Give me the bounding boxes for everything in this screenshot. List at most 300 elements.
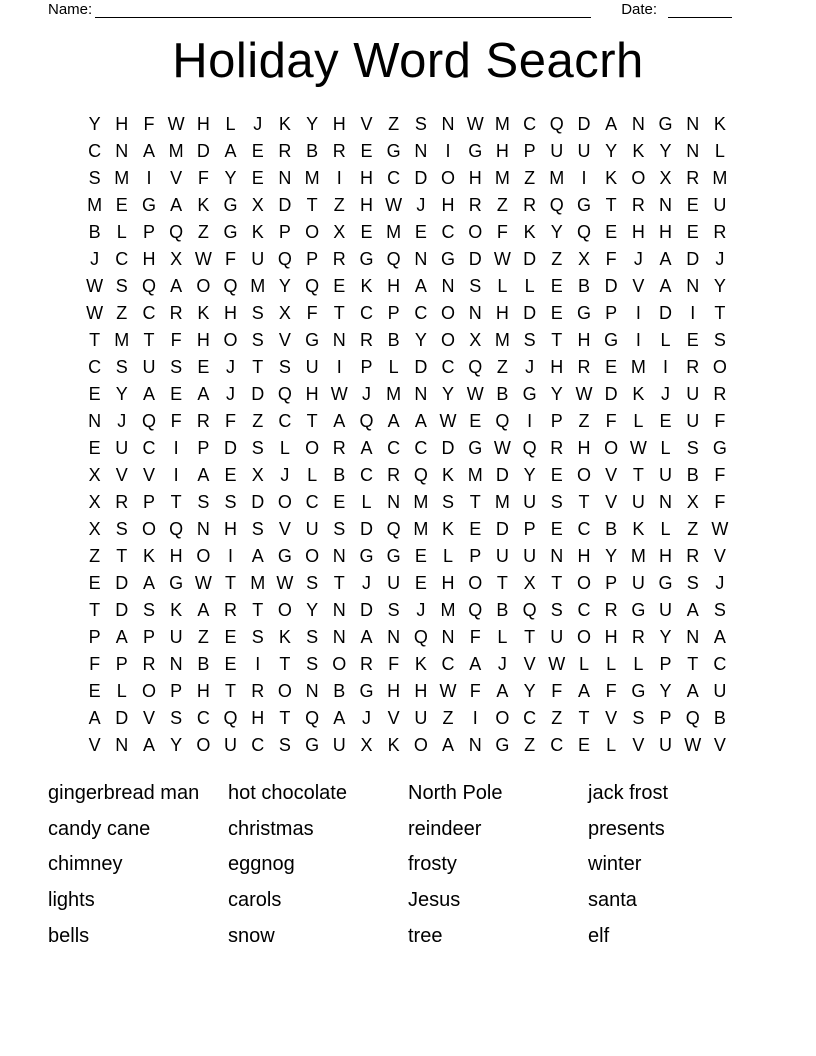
grid-letter: W [575, 384, 593, 404]
grid-letter: H [387, 681, 401, 701]
grid-letter: G [576, 195, 591, 215]
grid-letter: M [304, 168, 320, 188]
grid-letter: E [550, 303, 563, 323]
grid-letter: C [441, 654, 455, 674]
grid-letter: Z [578, 411, 590, 431]
word-list-item: winter [588, 853, 642, 876]
grid-letter: A [333, 411, 346, 431]
grid-letter: Q [522, 438, 537, 458]
grid-letter: A [414, 276, 427, 296]
grid-letter: T [687, 654, 699, 674]
grid-letter: J [715, 249, 725, 269]
grid-letter: Y [224, 168, 237, 188]
grid-letter: M [494, 492, 510, 512]
grid-letter: H [495, 141, 509, 161]
grid-letter: O [305, 438, 320, 458]
grid-letter: V [278, 330, 291, 350]
grid-letter: R [686, 357, 700, 377]
grid-letter: T [252, 600, 264, 620]
grid-letter: B [496, 600, 509, 620]
grid-letter: R [387, 465, 401, 485]
grid-letter: I [336, 357, 342, 377]
grid-letter: N [468, 735, 482, 755]
grid-letter: D [659, 303, 673, 323]
grid-letter: Q [359, 411, 374, 431]
grid-letter: N [686, 114, 700, 134]
grid-letter: U [142, 357, 156, 377]
grid-letter: H [659, 546, 673, 566]
grid-letter: S [115, 357, 128, 377]
grid-letter: I [635, 303, 641, 323]
grid-letter: H [196, 681, 210, 701]
grid-letter: A [197, 600, 210, 620]
grid-letter: T [225, 573, 237, 593]
grid-letter: C [305, 492, 319, 512]
grid-letter: U [713, 195, 727, 215]
grid-letter: J [715, 573, 725, 593]
grid-letter: D [115, 708, 129, 728]
grid-letter: N [332, 600, 346, 620]
grid-letter: N [441, 627, 455, 647]
word-list-item: chimney [48, 853, 123, 876]
grid-letter: Q [495, 411, 510, 431]
grid-letter: M [250, 276, 266, 296]
grid-letter: T [143, 330, 155, 350]
grid-letter: K [170, 600, 183, 620]
grid-letter: W [276, 573, 294, 593]
grid-letter: F [714, 411, 726, 431]
word-list-item: eggnog [228, 853, 295, 876]
grid-letter: X [170, 249, 183, 269]
grid-letter: N [387, 492, 401, 512]
grid-letter: J [361, 573, 371, 593]
name-blank-line [95, 2, 591, 18]
grid-letter: P [197, 438, 210, 458]
grid-letter: V [605, 492, 618, 512]
grid-letter: G [223, 195, 238, 215]
grid-letter: W [194, 249, 212, 269]
grid-letter: S [550, 600, 563, 620]
grid-letter: Y [550, 384, 563, 404]
grid-letter: O [441, 330, 456, 350]
grid-letter: N [414, 384, 428, 404]
grid-letter: X [523, 573, 536, 593]
grid-letter: Q [468, 600, 483, 620]
grid-letter: S [278, 735, 291, 755]
grid-letter: Q [468, 357, 483, 377]
grid-letter: K [197, 195, 210, 215]
grid-letter: M [494, 114, 510, 134]
grid-letter: Q [277, 384, 292, 404]
grid-letter: U [713, 681, 727, 701]
grid-letter: J [416, 195, 426, 215]
grid-letter: G [576, 303, 591, 323]
grid-letter: Z [197, 222, 209, 242]
grid-letter: D [441, 438, 455, 458]
grid-letter: V [632, 276, 645, 296]
grid-letter: F [469, 681, 481, 701]
grid-letter: T [306, 411, 318, 431]
grid-letter: I [173, 438, 179, 458]
grid-letter: C [387, 168, 401, 188]
grid-letter: G [658, 573, 673, 593]
grid-letter: M [494, 330, 510, 350]
grid-letter: H [387, 276, 401, 296]
grid-letter: T [225, 681, 237, 701]
grid-letter: C [441, 222, 455, 242]
grid-letter: U [414, 708, 428, 728]
grid-letter: S [469, 276, 482, 296]
grid-letter: N [550, 546, 564, 566]
grid-letter: F [496, 222, 508, 242]
grid-letter: Z [252, 411, 264, 431]
grid-letter: U [686, 411, 700, 431]
grid-letter: W [86, 276, 104, 296]
grid-letter: H [332, 114, 346, 134]
grid-letter: H [468, 168, 482, 188]
grid-letter: E [88, 573, 101, 593]
page-title: Holiday Word Seacrh [172, 34, 644, 88]
grid-letter: S [278, 357, 291, 377]
grid-letter: A [88, 708, 101, 728]
grid-letter: V [142, 465, 155, 485]
word-list-item: North Pole [408, 782, 503, 804]
grid-letter: C [414, 303, 428, 323]
grid-letter: T [279, 708, 291, 728]
grid-letter: E [605, 357, 618, 377]
grid-letter: S [251, 438, 264, 458]
grid-letter: E [251, 141, 264, 161]
grid-letter: A [360, 438, 373, 458]
grid-letter: K [142, 546, 155, 566]
grid-letter: Y [442, 384, 455, 404]
grid-letter: R [332, 438, 346, 458]
grid-letter: I [255, 654, 261, 674]
grid-letter: O [277, 600, 292, 620]
grid-letter: O [413, 735, 428, 755]
grid-letter: X [333, 222, 346, 242]
grid-letter: F [170, 411, 182, 431]
grid-letter: H [196, 114, 210, 134]
grid-letter: R [631, 195, 645, 215]
grid-letter: F [605, 249, 617, 269]
grid-letter: L [388, 357, 399, 377]
grid-letter: Y [659, 681, 672, 701]
grid-letter: R [224, 600, 238, 620]
grid-letter: R [332, 249, 346, 269]
grid-letter: A [496, 681, 509, 701]
grid-letter: K [278, 114, 291, 134]
word-list-item: frosty [408, 853, 457, 876]
grid-letter: V [713, 546, 726, 566]
grid-letter: M [386, 384, 402, 404]
grid-letter: M [549, 168, 565, 188]
grid-letter: F [89, 654, 101, 674]
grid-letter: Q [305, 708, 320, 728]
grid-letter: F [170, 330, 182, 350]
grid-letter: P [142, 222, 155, 242]
grid-letter: H [115, 114, 129, 134]
grid-letter: Z [333, 195, 345, 215]
grid-letter: O [604, 438, 619, 458]
grid-letter: E [659, 411, 672, 431]
grid-letter: G [631, 600, 646, 620]
grid-letter: T [605, 195, 617, 215]
grid-letter: H [224, 519, 238, 539]
grid-letter: D [604, 276, 618, 296]
grid-letter: W [548, 654, 566, 674]
grid-letter: U [495, 546, 509, 566]
grid-letter: H [631, 222, 645, 242]
grid-letter: C [88, 357, 102, 377]
grid-letter: A [605, 114, 618, 134]
grid-letter: R [359, 330, 373, 350]
grid-letter: R [115, 492, 129, 512]
grid-letter: M [250, 573, 266, 593]
grid-letter: O [196, 735, 211, 755]
grid-letter: B [713, 708, 726, 728]
grid-letter: A [142, 573, 155, 593]
grid-letter: K [523, 222, 536, 242]
grid-letter: S [713, 330, 726, 350]
grid-letter: O [141, 681, 156, 701]
word-list-item: elf [588, 924, 610, 947]
word-list-item: lights [48, 889, 95, 912]
grid-letter: V [115, 465, 128, 485]
grid-letter: U [550, 627, 564, 647]
grid-letter: S [523, 330, 536, 350]
grid-letter: H [305, 384, 319, 404]
grid-letter: N [686, 141, 700, 161]
grid-letter: H [359, 195, 373, 215]
grid-letter: Z [496, 357, 508, 377]
grid-letter: X [88, 465, 101, 485]
grid-letter: Q [522, 600, 537, 620]
grid-letter: K [605, 168, 618, 188]
grid-letter: R [359, 654, 373, 674]
grid-letter: O [196, 276, 211, 296]
grid-letter: N [686, 276, 700, 296]
grid-letter: O [576, 627, 591, 647]
grid-letter: R [550, 438, 564, 458]
grid-letter: X [88, 492, 101, 512]
grid-letter: U [523, 546, 537, 566]
grid-letter: D [686, 249, 700, 269]
grid-letter: X [360, 735, 373, 755]
grid-letter: A [387, 411, 400, 431]
word-list-item: candy cane [48, 817, 151, 840]
grid-letter: O [196, 546, 211, 566]
grid-letter: R [686, 546, 700, 566]
grid-letter: E [469, 411, 482, 431]
grid-letter: Y [115, 384, 128, 404]
word-list-item: bells [48, 924, 90, 947]
grid-letter: E [224, 654, 237, 674]
grid-letter: J [661, 384, 671, 404]
grid-letter: Q [305, 276, 320, 296]
grid-letter: Q [386, 519, 401, 539]
grid-letter: S [306, 573, 319, 593]
grid-letter: I [472, 708, 478, 728]
grid-letter: W [684, 735, 702, 755]
word-list-item: presents [588, 817, 665, 840]
grid-letter: D [577, 114, 591, 134]
grid-letter: H [441, 195, 455, 215]
grid-letter: P [142, 627, 155, 647]
grid-letter: R [196, 411, 210, 431]
grid-letter: W [629, 438, 647, 458]
grid-letter: W [385, 195, 403, 215]
grid-letter: P [142, 492, 155, 512]
word-list-column [228, 776, 408, 954]
grid-letter: A [142, 384, 155, 404]
grid-letter: K [278, 627, 291, 647]
grid-letter: R [332, 141, 346, 161]
grid-letter: T [333, 573, 345, 593]
grid-letter: P [469, 546, 482, 566]
grid-letter: J [633, 249, 643, 269]
grid-letter: O [305, 546, 320, 566]
grid-letter: V [88, 735, 101, 755]
grid-letter: B [88, 222, 101, 242]
grid-letter: W [493, 438, 511, 458]
grid-letter: U [659, 600, 673, 620]
grid-letter: G [169, 573, 184, 593]
grid-letter: H [550, 357, 564, 377]
grid-letter: R [713, 384, 727, 404]
grid-letter: I [581, 168, 587, 188]
grid-letter: A [713, 627, 726, 647]
grid-letter: C [142, 303, 156, 323]
grid-letter: P [659, 654, 672, 674]
grid-letter: K [251, 222, 264, 242]
grid-letter: Z [524, 168, 536, 188]
grid-letter: E [115, 195, 128, 215]
grid-letter: D [414, 357, 428, 377]
grid-letter: N [88, 411, 102, 431]
grid-letter: D [196, 141, 210, 161]
grid-letter: D [604, 384, 618, 404]
grid-letter: J [226, 357, 236, 377]
grid-letter: D [359, 600, 373, 620]
grid-letter: B [333, 681, 346, 701]
grid-letter: S [170, 708, 183, 728]
grid-letter: W [466, 114, 484, 134]
grid-letter: J [90, 249, 100, 269]
grid-letter: C [387, 438, 401, 458]
grid-letter: T [252, 357, 264, 377]
grid-letter: S [414, 114, 427, 134]
grid-letter: K [387, 735, 400, 755]
grid-letter: X [469, 330, 482, 350]
grid-letter: G [386, 546, 401, 566]
grid-letter: N [659, 195, 673, 215]
grid-letter: I [146, 168, 152, 188]
grid-letter: J [525, 357, 535, 377]
grid-letter: U [115, 438, 129, 458]
grid-letter: Y [170, 735, 183, 755]
grid-letter: D [115, 600, 129, 620]
grid-letter: Y [306, 114, 319, 134]
grid-letter: A [442, 735, 455, 755]
grid-letter: L [116, 222, 127, 242]
grid-letter: O [631, 168, 646, 188]
grid-letter: T [578, 492, 590, 512]
grid-letter: I [690, 303, 696, 323]
grid-letter: Y [713, 276, 726, 296]
grid-letter: S [115, 276, 128, 296]
grid-letter: K [632, 384, 645, 404]
grid-letter: G [305, 735, 320, 755]
grid-letter: S [713, 600, 726, 620]
grid-letter: Y [306, 600, 319, 620]
grid-letter: Z [551, 249, 563, 269]
grid-letter: W [167, 114, 185, 134]
grid-letter: E [414, 573, 427, 593]
grid-letter: Y [659, 141, 672, 161]
grid-letter: N [305, 681, 319, 701]
grid-letter: A [577, 681, 590, 701]
grid-letter: H [577, 438, 591, 458]
grid-letter: O [277, 492, 292, 512]
grid-letter: F [605, 411, 617, 431]
grid-letter: S [442, 492, 455, 512]
grid-letter: S [550, 492, 563, 512]
grid-letter: P [659, 708, 672, 728]
word-list [48, 776, 768, 954]
word-list-column [48, 776, 228, 954]
grid-letter: W [330, 384, 348, 404]
grid-letter: O [576, 465, 591, 485]
grid-letter: J [253, 114, 263, 134]
grid-letter: Q [277, 249, 292, 269]
grid-letter: G [386, 141, 401, 161]
grid-letter: U [332, 735, 346, 755]
grid-letter: R [713, 222, 727, 242]
grid-letter: X [278, 303, 291, 323]
grid-letter: E [88, 681, 101, 701]
grid-letter: R [278, 141, 292, 161]
grid-letter: H [196, 330, 210, 350]
grid-letter: K [442, 519, 455, 539]
grid-letter: A [686, 681, 699, 701]
word-list-column [588, 776, 768, 954]
grid-letter: N [631, 114, 645, 134]
grid-letter: W [194, 573, 212, 593]
grid-letter: O [305, 222, 320, 242]
grid-letter: G [712, 438, 727, 458]
grid-letter: V [387, 708, 400, 728]
grid-letter: C [88, 141, 102, 161]
grid-letter: E [360, 222, 373, 242]
grid-letter: B [197, 654, 210, 674]
grid-letter: G [468, 438, 483, 458]
grid-letter: I [228, 546, 234, 566]
date-blank-line [668, 2, 732, 18]
grid-letter: L [225, 114, 236, 134]
grid-letter: U [550, 141, 564, 161]
grid-letter: C [359, 465, 373, 485]
grid-letter: E [686, 222, 699, 242]
grid-letter: E [605, 222, 618, 242]
grid-letter: H [169, 546, 183, 566]
grid-letter: J [226, 384, 236, 404]
grid-letter: G [441, 249, 456, 269]
grid-letter: Q [576, 222, 591, 242]
grid-letter: Q [413, 627, 428, 647]
grid-letter: Y [550, 222, 563, 242]
grid-letter: E [251, 168, 264, 188]
